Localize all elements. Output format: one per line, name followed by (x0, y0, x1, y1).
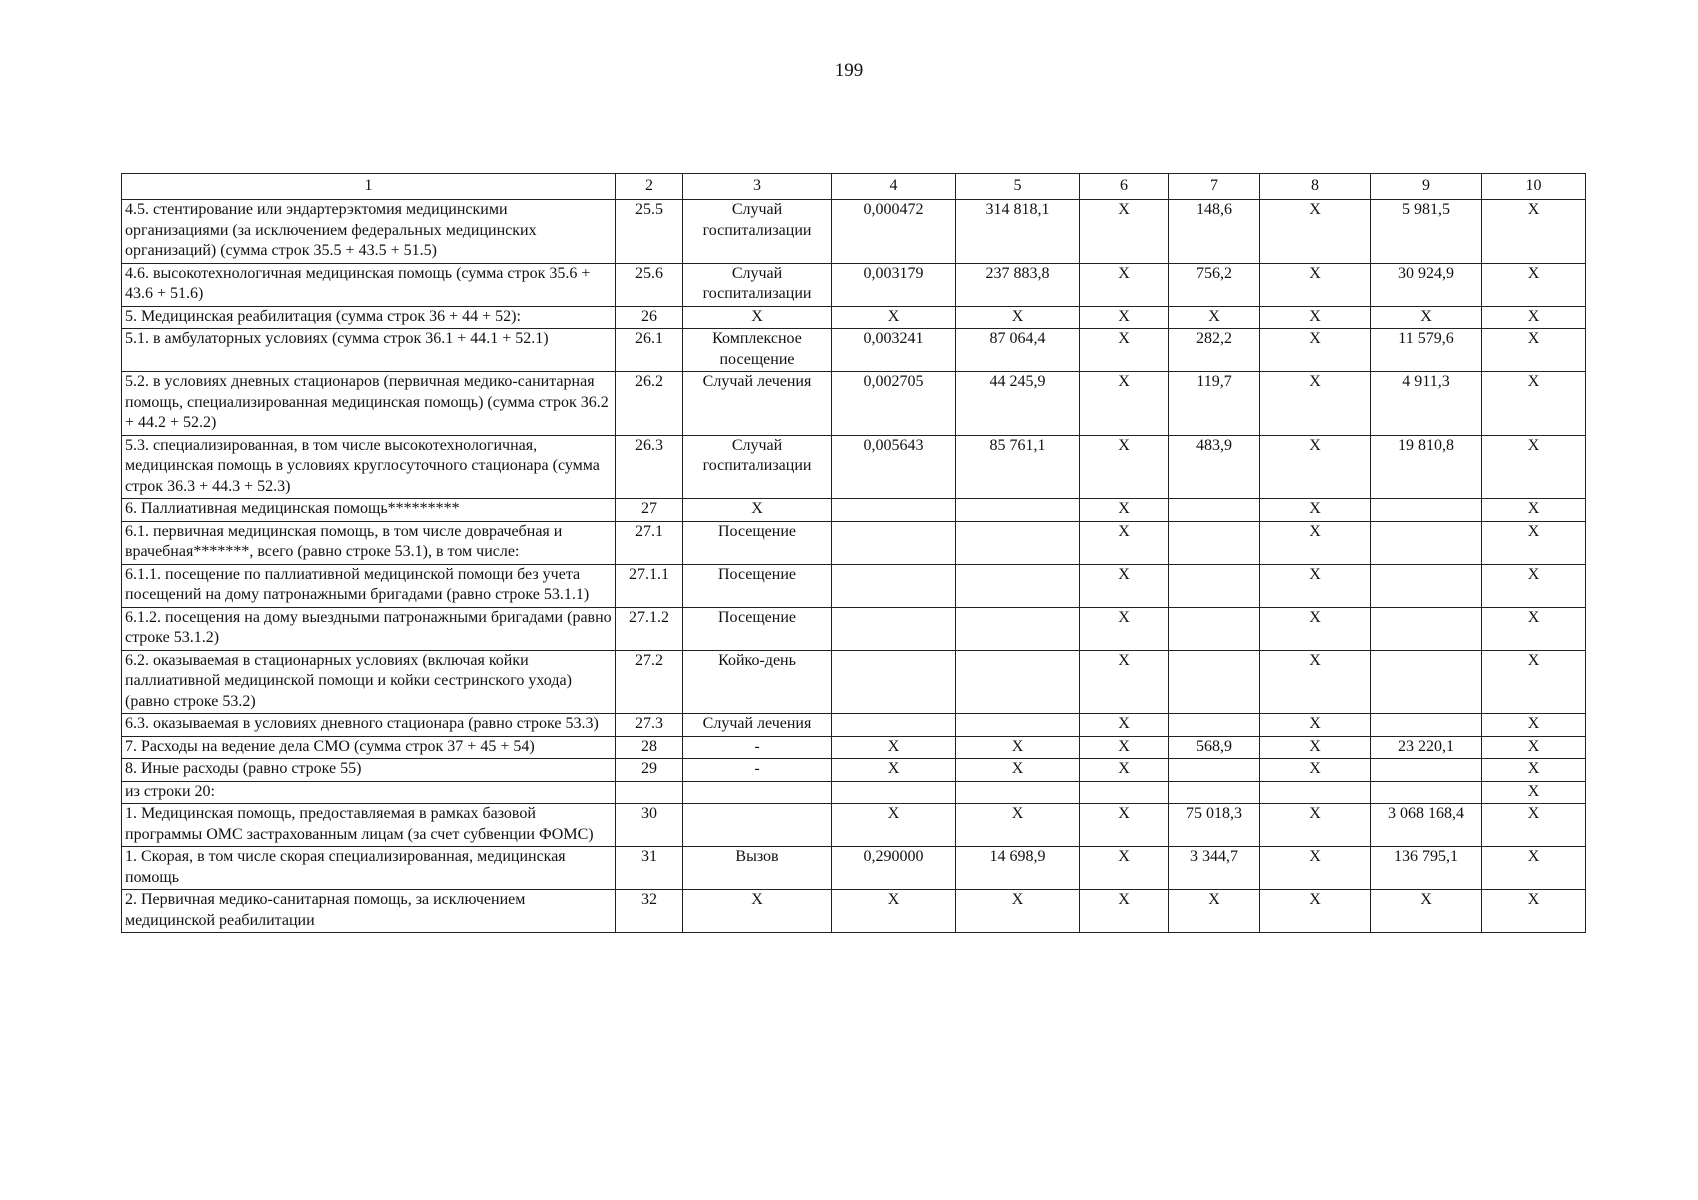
cell-unit: Случай госпитализации (683, 435, 832, 499)
cell-col-9: 19 810,8 (1371, 435, 1482, 499)
cell-unit: Посещение (683, 607, 832, 650)
cell-row-code: 27.1.2 (616, 607, 683, 650)
table-row (122, 263, 1586, 306)
data-table (121, 173, 1586, 933)
cell-row-name: 6. Паллиативная медицинская помощь********* (122, 499, 616, 522)
cell-col-10: X (1482, 435, 1586, 499)
cell-col-7 (1169, 714, 1260, 737)
cell-col-9: 136 795,1 (1371, 847, 1482, 890)
cell-row-name: 5.3. специализированная, в том числе высокотехнологичная, медицинская помощь в условиях круглосуточного стационара (сумма строк 36.3 + 44.3 + 52.3) (122, 435, 616, 499)
table-row (122, 329, 1586, 372)
cell-col-10: X (1482, 714, 1586, 737)
cell-row-name: 6.1. первичная медицинская помощь, в том числе доврачебная и врачебная*******, всего (равно строке 53.1), в том числе: (122, 521, 616, 564)
cell-col-7: 282,2 (1169, 329, 1260, 372)
cell-col-6: X (1080, 263, 1169, 306)
cell-row-name: 7. Расходы на ведение дела СМО (сумма строк 37 + 45 + 54) (122, 736, 616, 759)
table-body (122, 200, 1586, 933)
column-header-1: 1 (122, 174, 616, 200)
cell-norm-cost: 44 245,9 (956, 372, 1080, 436)
table-row (122, 650, 1586, 714)
cell-col-9 (1371, 521, 1482, 564)
cell-col-10: X (1482, 263, 1586, 306)
cell-col-6: X (1080, 435, 1169, 499)
cell-col-7: X (1169, 890, 1260, 933)
table-row (122, 499, 1586, 522)
cell-norm-cost: 87 064,4 (956, 329, 1080, 372)
cell-col-7: 483,9 (1169, 435, 1260, 499)
table-row (122, 306, 1586, 329)
cell-norm-cost (956, 714, 1080, 737)
cell-row-code: 29 (616, 759, 683, 782)
page-number: 199 (834, 60, 864, 81)
table-row (122, 372, 1586, 436)
cell-norm-volume: 0,003241 (832, 329, 956, 372)
table-row (122, 521, 1586, 564)
cell-norm-cost (956, 521, 1080, 564)
cell-col-7: 3 344,7 (1169, 847, 1260, 890)
cell-row-code: 26.3 (616, 435, 683, 499)
cell-norm-cost (956, 607, 1080, 650)
cell-col-10: X (1482, 804, 1586, 847)
table-row (122, 435, 1586, 499)
cell-row-code: 27.1 (616, 521, 683, 564)
cell-row-name: 5.1. в амбулаторных условиях (сумма строк 36.1 + 44.1 + 52.1) (122, 329, 616, 372)
cell-row-name: 1. Скорая, в том числе скорая специализированная, медицинская помощь (122, 847, 616, 890)
cell-norm-volume: 0,002705 (832, 372, 956, 436)
cell-norm-volume: 0,000472 (832, 200, 956, 264)
cell-col-6: X (1080, 329, 1169, 372)
cell-row-code: 27.2 (616, 650, 683, 714)
cell-col-8: X (1260, 890, 1371, 933)
cell-row-name: 2. Первичная медико-санитарная помощь, за исключением медицинской реабилитации (122, 890, 616, 933)
cell-norm-cost (956, 564, 1080, 607)
cell-norm-cost: X (956, 890, 1080, 933)
cell-col-6 (1080, 781, 1169, 804)
cell-col-6: X (1080, 499, 1169, 522)
cell-col-8: X (1260, 564, 1371, 607)
cell-col-7 (1169, 499, 1260, 522)
cell-unit: Вызов (683, 847, 832, 890)
cell-norm-volume: 0,290000 (832, 847, 956, 890)
cell-col-10: X (1482, 329, 1586, 372)
cell-col-8: X (1260, 804, 1371, 847)
cell-col-6: X (1080, 759, 1169, 782)
cell-norm-volume (832, 650, 956, 714)
cell-norm-cost: X (956, 736, 1080, 759)
cell-col-7: X (1169, 306, 1260, 329)
column-header-6: 6 (1080, 174, 1169, 200)
cell-unit: Случай лечения (683, 372, 832, 436)
cell-col-9 (1371, 499, 1482, 522)
cell-norm-cost: 314 818,1 (956, 200, 1080, 264)
cell-col-7 (1169, 650, 1260, 714)
cell-row-code: 25.6 (616, 263, 683, 306)
cell-unit: X (683, 499, 832, 522)
cell-norm-cost (956, 650, 1080, 714)
cell-col-7: 568,9 (1169, 736, 1260, 759)
cell-row-code: 28 (616, 736, 683, 759)
cell-col-6: X (1080, 650, 1169, 714)
cell-norm-volume (832, 499, 956, 522)
table-row (122, 564, 1586, 607)
cell-norm-cost (956, 499, 1080, 522)
cell-col-10: X (1482, 736, 1586, 759)
cell-norm-cost: X (956, 759, 1080, 782)
cell-row-name: из строки 20: (122, 781, 616, 804)
cell-norm-volume: 0,005643 (832, 435, 956, 499)
cell-unit (683, 781, 832, 804)
cell-col-10: X (1482, 759, 1586, 782)
cell-col-10: X (1482, 306, 1586, 329)
cell-col-6: X (1080, 521, 1169, 564)
cell-norm-volume: X (832, 804, 956, 847)
table-row (122, 714, 1586, 737)
cell-unit: X (683, 306, 832, 329)
cell-norm-volume: 0,003179 (832, 263, 956, 306)
cell-col-9: X (1371, 306, 1482, 329)
cell-unit: Посещение (683, 564, 832, 607)
column-header-5: 5 (956, 174, 1080, 200)
cell-col-7: 75 018,3 (1169, 804, 1260, 847)
cell-row-code (616, 781, 683, 804)
cell-col-10: X (1482, 650, 1586, 714)
cell-col-7: 119,7 (1169, 372, 1260, 436)
cell-col-7 (1169, 607, 1260, 650)
cell-col-6: X (1080, 714, 1169, 737)
cell-col-7 (1169, 759, 1260, 782)
cell-col-8: X (1260, 521, 1371, 564)
cell-col-6: X (1080, 890, 1169, 933)
cell-unit: Случай госпитализации (683, 263, 832, 306)
table-row (122, 804, 1586, 847)
cell-norm-cost: X (956, 804, 1080, 847)
cell-col-8: X (1260, 650, 1371, 714)
cell-col-10: X (1482, 890, 1586, 933)
cell-norm-volume (832, 521, 956, 564)
cell-col-10: X (1482, 781, 1586, 804)
cell-col-8: X (1260, 306, 1371, 329)
cell-unit: Случай госпитализации (683, 200, 832, 264)
cell-unit: Койко-день (683, 650, 832, 714)
cell-col-6: X (1080, 736, 1169, 759)
cell-col-6: X (1080, 306, 1169, 329)
cell-norm-cost: X (956, 306, 1080, 329)
table-row (122, 200, 1586, 264)
table-row (122, 781, 1586, 804)
table-row (122, 759, 1586, 782)
column-header-7: 7 (1169, 174, 1260, 200)
table-row (122, 736, 1586, 759)
cell-col-7: 148,6 (1169, 200, 1260, 264)
cell-col-8: X (1260, 847, 1371, 890)
cell-norm-volume (832, 714, 956, 737)
cell-col-8: X (1260, 714, 1371, 737)
cell-col-8: X (1260, 607, 1371, 650)
cell-norm-volume (832, 564, 956, 607)
cell-col-8 (1260, 781, 1371, 804)
cell-row-code: 27 (616, 499, 683, 522)
cell-unit: Случай лечения (683, 714, 832, 737)
cell-col-10: X (1482, 847, 1586, 890)
cell-row-code: 26.2 (616, 372, 683, 436)
cell-row-name: 1. Медицинская помощь, предоставляемая в рамках базовой программы ОМС застрахованным лицам (за счет субвенции ФОМС) (122, 804, 616, 847)
cell-col-9: 11 579,6 (1371, 329, 1482, 372)
cell-col-8: X (1260, 736, 1371, 759)
cell-col-6: X (1080, 847, 1169, 890)
cell-row-name: 8. Иные расходы (равно строке 55) (122, 759, 616, 782)
cell-row-name: 5. Медицинская реабилитация (сумма строк 36 + 44 + 52): (122, 306, 616, 329)
cell-col-9 (1371, 759, 1482, 782)
column-header-9: 9 (1371, 174, 1482, 200)
cell-row-code: 30 (616, 804, 683, 847)
cell-row-code: 26.1 (616, 329, 683, 372)
cell-col-7 (1169, 781, 1260, 804)
cell-col-9 (1371, 781, 1482, 804)
table-row (122, 607, 1586, 650)
cell-row-name: 4.6. высокотехнологичная медицинская помощь (сумма строк 35.6 + 43.6 + 51.6) (122, 263, 616, 306)
cell-unit: X (683, 890, 832, 933)
cell-col-8: X (1260, 372, 1371, 436)
column-header-10: 10 (1482, 174, 1586, 200)
cell-col-9: 23 220,1 (1371, 736, 1482, 759)
cell-norm-cost: 237 883,8 (956, 263, 1080, 306)
cell-col-6: X (1080, 804, 1169, 847)
header-row (122, 174, 1586, 200)
cell-unit: Посещение (683, 521, 832, 564)
cell-norm-volume: X (832, 759, 956, 782)
column-header-2: 2 (616, 174, 683, 200)
cell-col-8: X (1260, 329, 1371, 372)
cell-col-10: X (1482, 521, 1586, 564)
cell-col-9 (1371, 650, 1482, 714)
cell-row-name: 5.2. в условиях дневных стационаров (первичная медико-санитарная помощь, специализированная медицинская помощь) (сумма строк 36.2 + 44.2 + 52.2) (122, 372, 616, 436)
cell-unit: - (683, 736, 832, 759)
table-row (122, 847, 1586, 890)
cell-col-9 (1371, 607, 1482, 650)
cell-unit: Комплексное посещение (683, 329, 832, 372)
cell-col-8: X (1260, 200, 1371, 264)
cell-norm-volume: X (832, 736, 956, 759)
cell-col-9: 30 924,9 (1371, 263, 1482, 306)
cell-col-6: X (1080, 564, 1169, 607)
cell-col-9: 3 068 168,4 (1371, 804, 1482, 847)
cell-norm-volume (832, 607, 956, 650)
cell-unit (683, 804, 832, 847)
cell-row-code: 27.1.1 (616, 564, 683, 607)
cell-row-code: 32 (616, 890, 683, 933)
column-header-4: 4 (832, 174, 956, 200)
cell-col-7: 756,2 (1169, 263, 1260, 306)
cell-col-8: X (1260, 759, 1371, 782)
cell-col-8: X (1260, 435, 1371, 499)
cell-col-10: X (1482, 607, 1586, 650)
cell-norm-cost: 14 698,9 (956, 847, 1080, 890)
cell-col-10: X (1482, 372, 1586, 436)
cell-norm-cost: 85 761,1 (956, 435, 1080, 499)
column-header-8: 8 (1260, 174, 1371, 200)
cell-col-6: X (1080, 372, 1169, 436)
cell-col-7 (1169, 521, 1260, 564)
cell-col-7 (1169, 564, 1260, 607)
cell-col-9: 5 981,5 (1371, 200, 1482, 264)
cell-col-8: X (1260, 263, 1371, 306)
cell-norm-cost (956, 781, 1080, 804)
cell-unit: - (683, 759, 832, 782)
column-header-3: 3 (683, 174, 832, 200)
cell-row-name: 6.1.2. посещения на дому выездными патронажными бригадами (равно строке 53.1.2) (122, 607, 616, 650)
cell-col-10: X (1482, 499, 1586, 522)
cell-norm-volume: X (832, 890, 956, 933)
cell-norm-volume: X (832, 306, 956, 329)
cell-col-9 (1371, 564, 1482, 607)
cell-row-name: 4.5. стентирование или эндартерэктомия медицинскими организациями (за исключением федеральных медицинских организаций) (сумма строк 35.5 + 43.5 + 51.5) (122, 200, 616, 264)
cell-row-code: 25.5 (616, 200, 683, 264)
cell-norm-volume (832, 781, 956, 804)
cell-row-name: 6.2. оказываемая в стационарных условиях (включая койки паллиативной медицинской помощи и койки сестринского ухода) (равно строке 53.2) (122, 650, 616, 714)
cell-col-8: X (1260, 499, 1371, 522)
cell-col-9 (1371, 714, 1482, 737)
cell-row-code: 31 (616, 847, 683, 890)
cell-col-10: X (1482, 200, 1586, 264)
cell-row-name: 6.3. оказываемая в условиях дневного стационара (равно строке 53.3) (122, 714, 616, 737)
cell-row-name: 6.1.1. посещение по паллиативной медицинской помощи без учета посещений на дому патронажными бригадами (равно строке 53.1.1) (122, 564, 616, 607)
cell-col-9: X (1371, 890, 1482, 933)
cell-col-9: 4 911,3 (1371, 372, 1482, 436)
cell-row-code: 26 (616, 306, 683, 329)
cell-col-6: X (1080, 607, 1169, 650)
cell-col-6: X (1080, 200, 1169, 264)
table-row (122, 890, 1586, 933)
cell-row-code: 27.3 (616, 714, 683, 737)
cell-col-10: X (1482, 564, 1586, 607)
